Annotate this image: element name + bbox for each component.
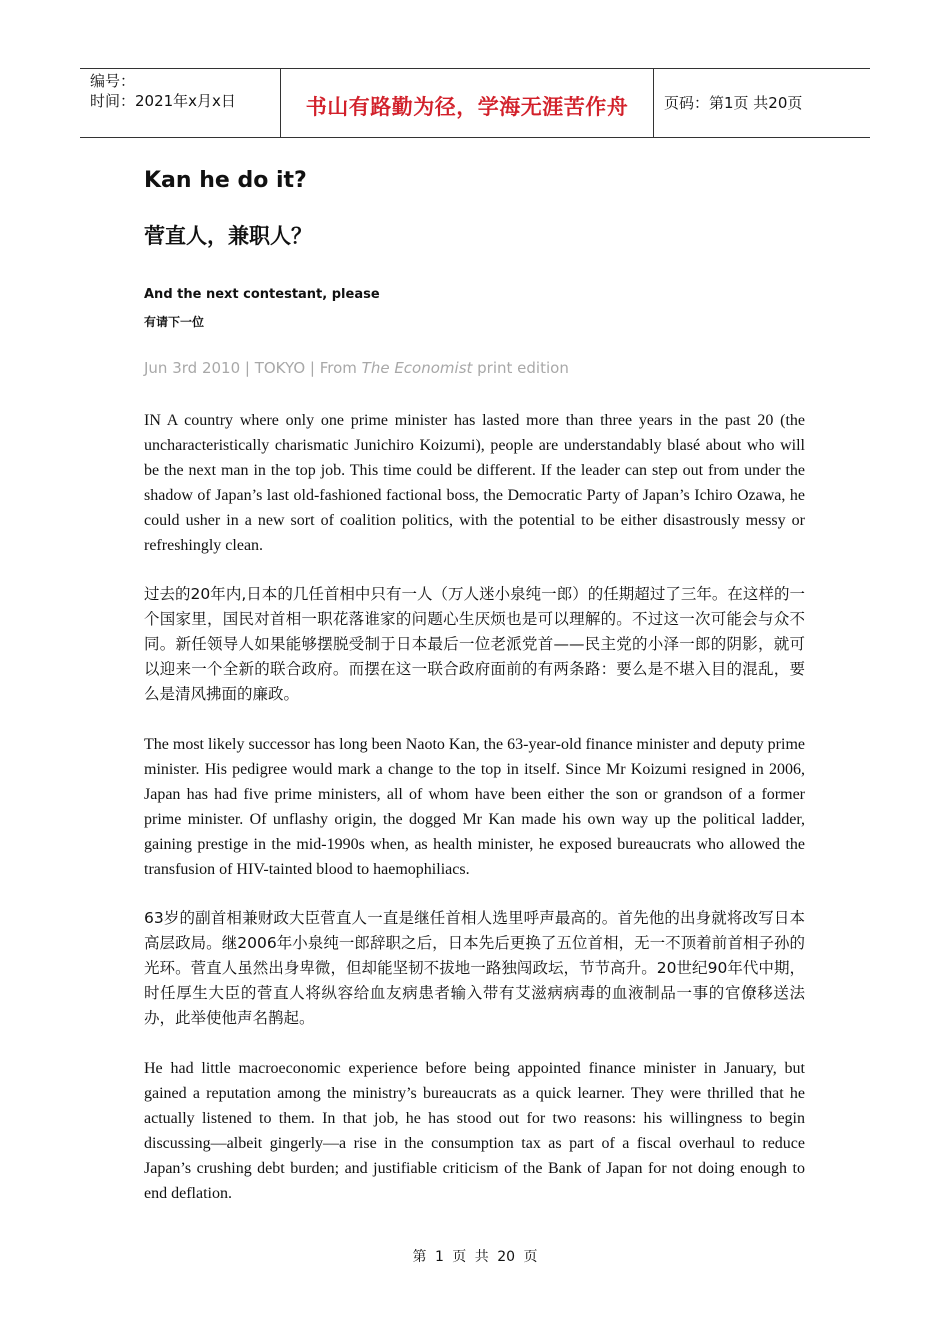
article-subtitle-en: And the next contestant, please	[144, 287, 380, 302]
document-date-label: 时间：2021年x月x日	[90, 92, 236, 110]
header-motto-cell	[281, 69, 654, 137]
article-title-en: Kan he do it?	[144, 168, 307, 193]
article-title-cn: 菅直人，兼职人？	[144, 224, 312, 248]
page-footer: 第 1 页 共 20 页	[412, 1249, 538, 1265]
document-header	[80, 68, 870, 138]
article-dateline	[144, 359, 569, 377]
header-page-cell	[654, 69, 870, 137]
paragraph-en-3: He had little macroeconomic experience before being appointed finance minister in January, but gained a reputation among the ministry’s bureaucrats as a quick learner. They were thrilled that he actually listened to them. In that job, he has stood out for two reasons: his willingness to begin discussing—albeit gingerly—a rise in the consumption tax as part of a fiscal overhaul to reduce Japan’s crushing debt burden; and justifiable criticism of the Bank of Japan for not doing enough to end deflation.	[144, 1060, 805, 1202]
paragraph-cn-2: 63岁的副首相兼财政大臣菅直人一直是继任首相人选里呼声最高的。首先他的出身就将改写日本高层政局。继2006年小泉纯一郎辞职之后，日本先后更换了五位首相，无一不顶着前首相子孙的光环。菅直人虽然出身卑微，但却能坚韧不拔地一路独闯政坛，节节高升。20世纪90年代中期，时任厚生大臣的菅直人将纵容给血友病患者输入带有艾滋病病毒的血液制品一事的官僚移送法办，此举使他声名鹊起。	[144, 909, 805, 1027]
paragraph-en-1: IN A country where only one prime minister has lasted more than three years in the past 20 (the uncharacteristically charismatic Junichiro Koizumi), people are understandably blasé about who will be the next man in the top job. This time could be different. If the leader can step out from under the shadow of Japan’s last old-fashioned factional boss, the Democratic Party of Japan’s Ichiro Ozawa, he could usher in a new sort of coalition politics, with the potential to be either disastrously messy or refreshingly clean.	[144, 412, 805, 554]
paragraph-cn-1: 过去的20年内,日本的几任首相中只有一人（万人迷小泉纯一郎）的任期超过了三年。在这样的一个国家里，国民对首相一职花落谁家的问题心生厌烦也是可以理解的。不过这一次可能会与众不同。新任领导人如果能够摆脱受制于日本最后一位老派党首——民主党的小泽一郎的阴影，就可以迎来一个全新的联合政府。而摆在这一联合政府面前的有两条路：要么是不堪入目的混乱，要么是清风拂面的廉政。	[144, 585, 805, 703]
header-page-info: 页码：第1页 共20页	[664, 94, 803, 112]
dateline-publication: The Economist	[361, 359, 473, 377]
dateline-prefix: Jun 3rd 2010 | TOKYO | From	[144, 359, 362, 377]
document-number-label: 编号：	[90, 72, 136, 90]
article-subtitle-cn: 有请下一位	[144, 315, 205, 329]
paragraph-en-2: The most likely successor has long been Naoto Kan, the 63-year-old finance minister and deputy prime minister. His pedigree would mark a change to the top in itself. Since Mr Koizumi resigned in 2006, Japan has had five prime ministers, all of whom have been either the son or grandson of a former prime minister. Of unflashy origin, the dogged Mr Kan made his own way up the political ladder, gaining prestige in the mid-1990s when, as health minister, he exposed bureaucrats who allowed the transfusion of HIV-tainted blood to haemophiliacs.	[144, 736, 805, 878]
dateline-suffix: print edition	[472, 359, 569, 377]
header-motto: 书山有路勤为径，学海无涯苦作舟	[305, 95, 629, 119]
header-meta-cell	[80, 69, 281, 137]
